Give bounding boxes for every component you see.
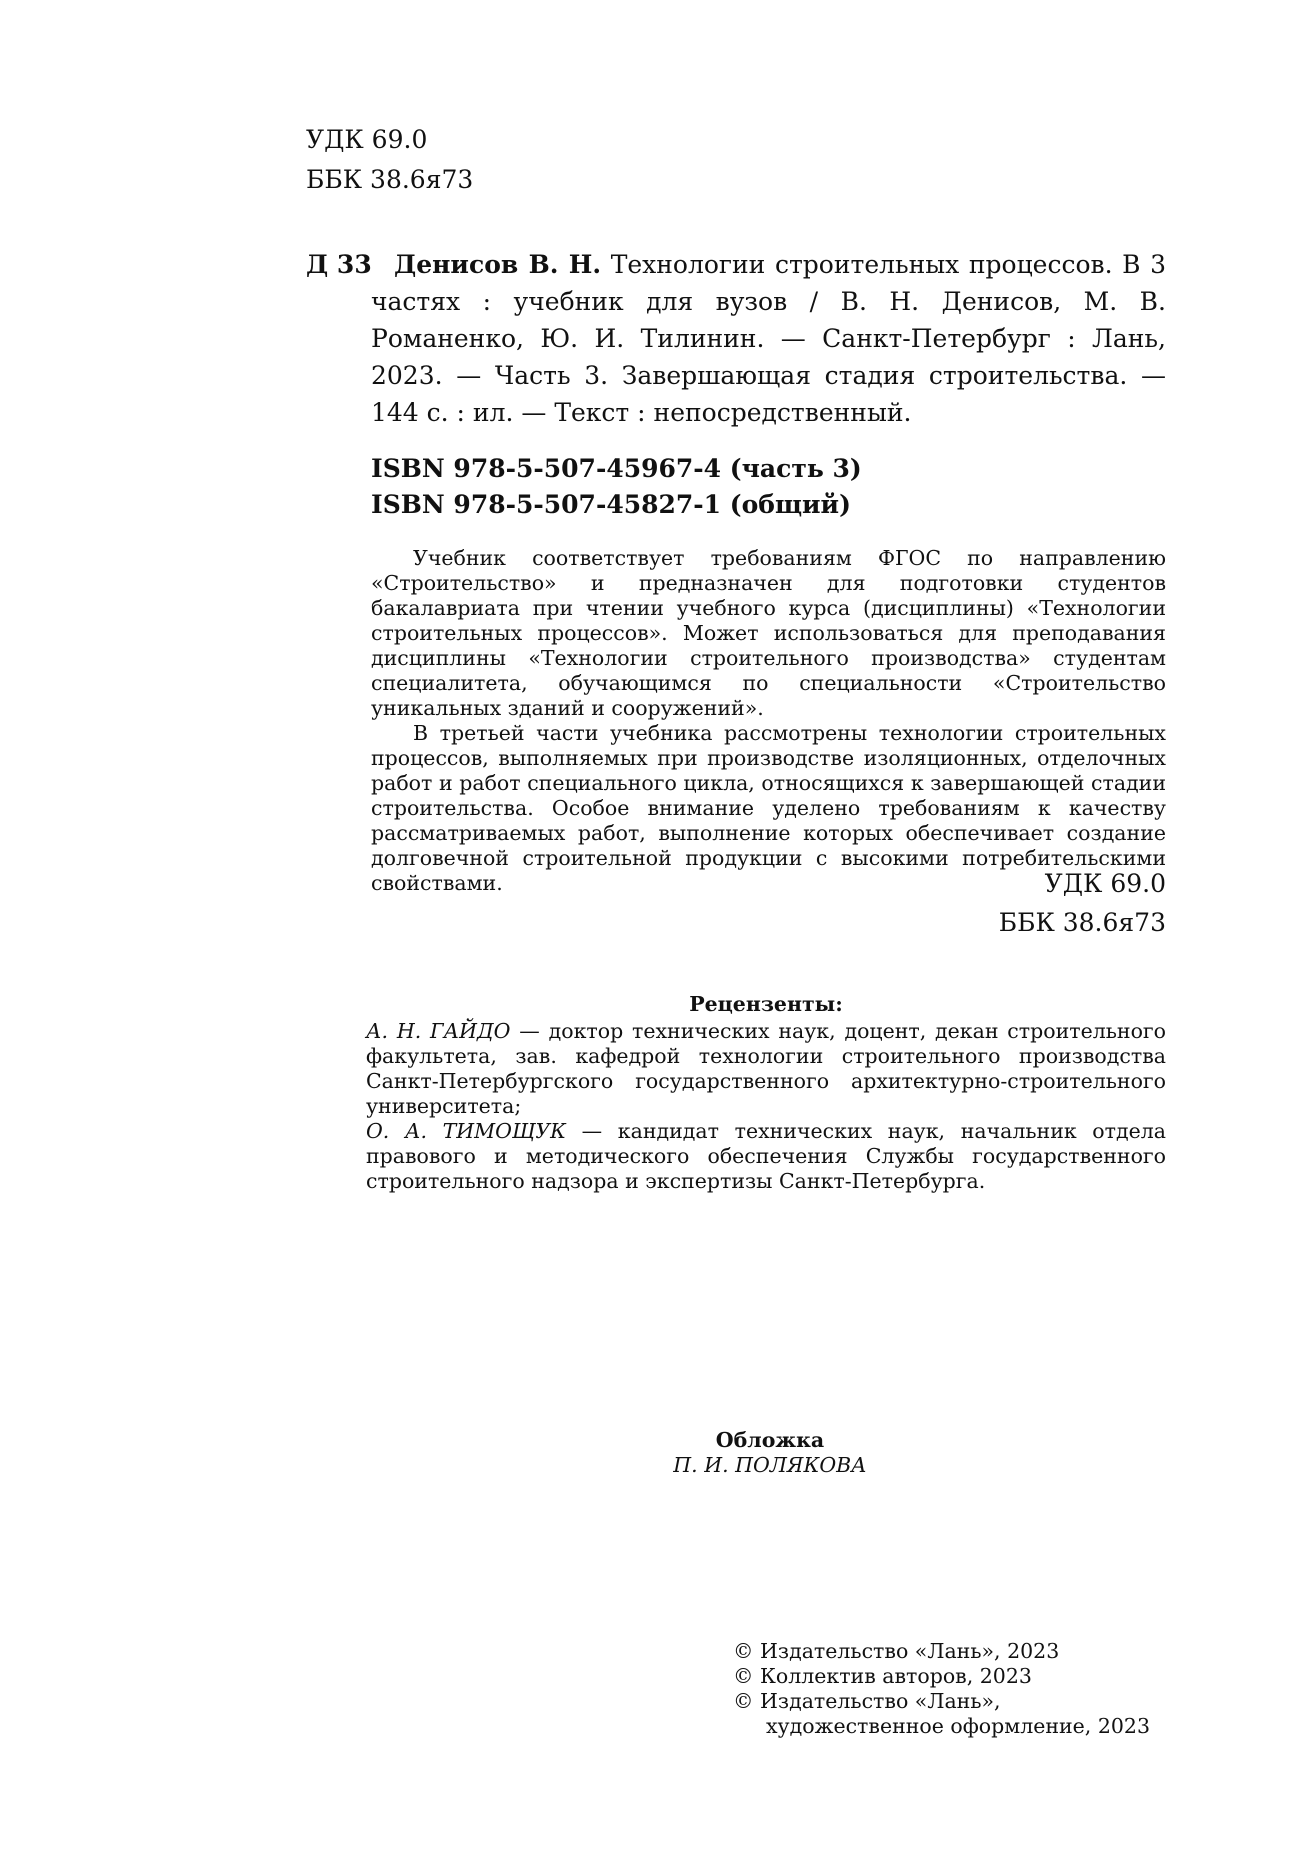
classification-codes-top — [306, 120, 473, 200]
copyright-line-2: © Коллектив авторов, 2023 — [733, 1664, 1032, 1688]
isbn-general: ISBN 978-5-507-45827-1 (общий) — [371, 490, 851, 519]
reviewer-2-text: — кандидат технических наук, начальник отдела правового и методического обеспечения Службы государственного строительного надзора и экспертизы Санкт-Петербурга. — [366, 1119, 1166, 1193]
author-name: Денисов В. Н. — [394, 250, 602, 279]
reviewer-2-name: О. А. ТИМОЩУК — [366, 1119, 567, 1143]
reviewer-2 — [366, 1119, 1166, 1194]
cover-label: Обложка — [715, 1428, 825, 1452]
reviewers-heading: Рецензенты: — [689, 992, 843, 1016]
annotation — [371, 546, 1166, 896]
copyright-line-3: © Издательство «Лань», — [733, 1689, 1001, 1713]
reviewers-section — [366, 992, 1166, 1194]
reviewer-1-name: А. Н. ГАЙДО — [366, 1019, 511, 1043]
bbk-code: ББК 38.6я73 — [306, 165, 474, 194]
udk-code-bottom: УДК 69.0 — [1044, 869, 1166, 898]
classification-codes-bottom — [900, 864, 1166, 942]
annotation-paragraph-2: В третьей части учебника рассмотрены технологии строительных процессов, выполняемых при производстве изоляционных, отделочных работ и работ специального цикла, относящихся к завершающей стадии строительства. Особое внимание уделено требованиям к качеству рассматриваемых работ, выполнение которых обеспечивает создание долговечной строительной продукции с высокими потребительскими свойствами. — [371, 721, 1166, 895]
copyright-block — [733, 1639, 1173, 1739]
isbn-block — [371, 451, 862, 523]
bibliographic-record — [306, 246, 1166, 431]
bbk-code-bottom: ББК 38.6я73 — [998, 908, 1166, 937]
udk-code: УДК 69.0 — [306, 125, 428, 154]
author-mark: Д 33 — [306, 250, 372, 279]
reviewer-1-text: — доктор технических наук, доцент, декан строительного факультета, зав. кафедрой технологии строительного производства Санкт-Петербургского государственного архитектурно-строительного университета; — [366, 1019, 1167, 1118]
cover-credit — [600, 1428, 940, 1478]
bibliographic-entry — [371, 246, 1166, 431]
annotation-paragraph-1: Учебник соответствует требованиям ФГОС по направлению «Строительство» и предназначен для подготовки студентов бакалавриата при чтении учебного курса (дисциплины) «Технологии строительных процессов». Может использоваться для преподавания дисциплины «Технологии строительного производства» студентам специалитета, обучающимся по специальности «Строительство уникальных зданий и сооружений». — [371, 546, 1166, 720]
copyright-line-1: © Издательство «Лань», 2023 — [733, 1639, 1060, 1663]
copyright-line-3-continuation: художественное оформление, 2023 — [766, 1714, 1151, 1738]
reviewer-1 — [366, 1019, 1166, 1119]
cover-designer: П. И. ПОЛЯКОВА — [673, 1453, 867, 1477]
bibliographic-description: Технологии строительных процессов. В 3 частях : учебник для вузов / В. Н. Денисов, М. В. Романенко, Ю. И. Тилинин. — Санкт-Петербург : Лань, 2023. — Часть 3. Завершающая стадия строительства. — 144 с. : ил. — Текст : непосредственный. — [371, 250, 1166, 427]
isbn-part: ISBN 978-5-507-45967-4 (часть 3) — [371, 454, 862, 483]
